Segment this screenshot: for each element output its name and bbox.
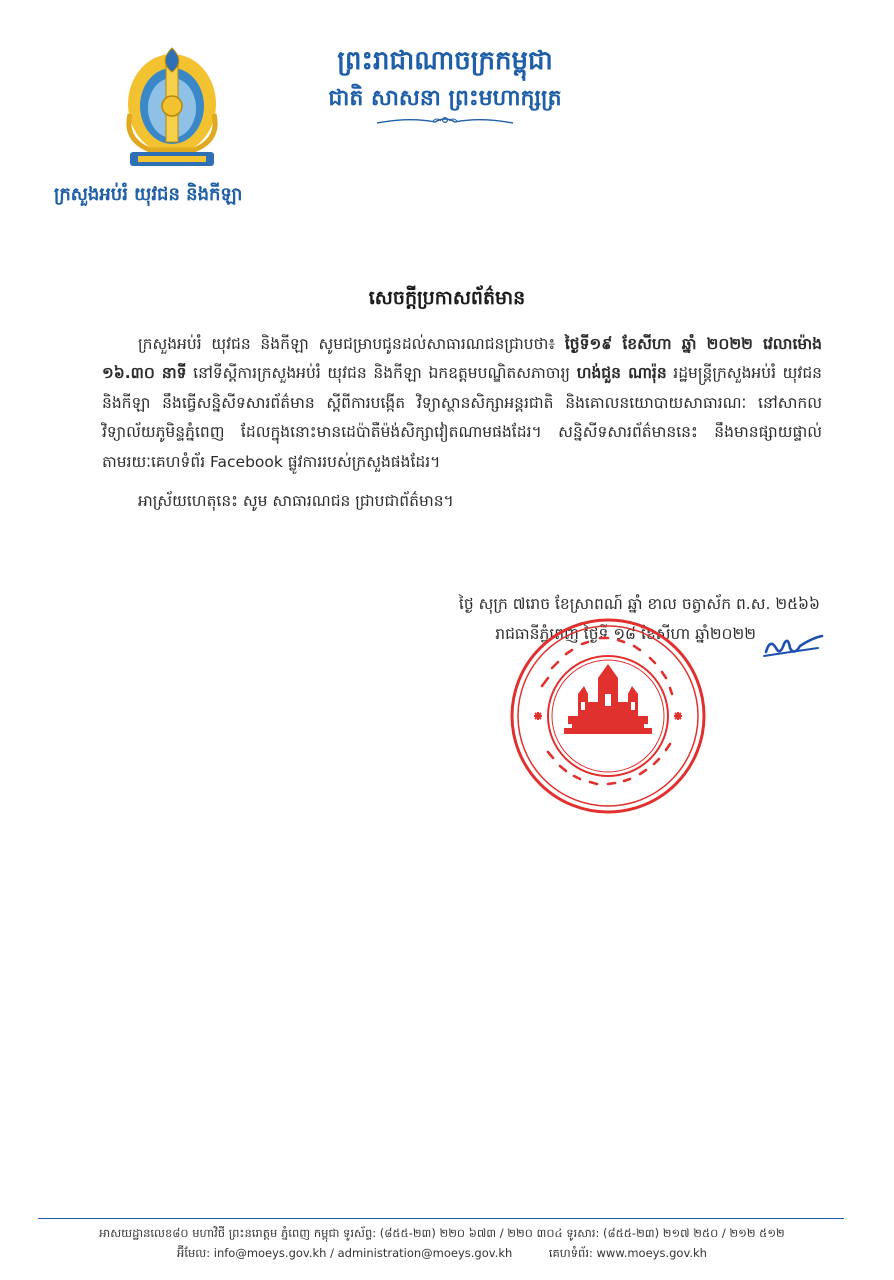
solar-date: រាជធានីភ្នំពេញ ថ្ងៃទី ១៨ ខែសីហា ឆ្នាំ២០២២ — [495, 625, 756, 643]
website-link[interactable]: www.moeys.gov.kh — [596, 1246, 707, 1260]
document-title: សេចក្តីប្រកាសព័ត៌មាន — [368, 287, 526, 309]
minister-name: ហង់ជួន ណារ៉ុន — [576, 364, 667, 383]
footer-address: អាសយដ្ឋានលេខ៨០ មហាវិថី ព្រះនរោត្តម ភ្នំពេញ កម្ពុជា ទូរស័ព្ទ: (៨៥៥-២៣) ២២០ ៦៧៣ / ២២០ ៣០៤ ទូរសារ: (៨៥៥-២៣) ២១៧ ២៥០ / ២១២ ៥១២ — [99, 1226, 785, 1240]
paragraph-text: នៅទីស្តីការក្រសួងអប់រំ យុវជន និងកីឡា ឯកឧត្តមបណ្ឌិតសភាចារ្យ — [186, 364, 577, 383]
lunar-date: ថ្ងៃ សុក្រ ៧រោច ខែស្រាពណ៍ ឆ្នាំ ខាល ចត្វាស័ក ព.ស. ២៥៦៦ — [458, 595, 820, 613]
paragraph-announcement — [102, 330, 822, 477]
email-addresses: info@moeys.gov.kh / administration@moeys.gov.kh — [213, 1246, 513, 1260]
email-label: អ៊ីមែល: — [177, 1246, 211, 1260]
footer-divider — [38, 1218, 844, 1219]
event-datetime: ថ្ងៃទី១៩ ខែសីហា ឆ្នាំ ២០២២ វេលាម៉ោង ១៦.៣០ នាទី — [102, 335, 822, 383]
ministry-emblem-icon — [120, 44, 224, 172]
document-body — [102, 330, 822, 516]
paragraph-text: ក្រសួងអប់រំ យុវជន និងកីឡា សូមជម្រាបជូនដល់សាធារណជនជ្រាបថា៖ — [138, 335, 565, 353]
ornament-divider-icon — [375, 114, 515, 128]
paragraph-text: រដ្ឋមន្ត្រីក្រសួងអប់រំ យុវជន និងកីឡា នឹងធ្វើសន្និសីទសារព័ត៌មាន ស្តីពីការបង្កើត វិទ្យាស្ថានសិក្សាអន្តរជាតិ និងគោលនយោបាយសាធារណៈ នៅសាកលវិទ្យាល័យភូមិន្ទភ្នំពេញ ដែលក្នុងនោះមានដេប៉ាតឺម៉ង់សិក្សាវៀតណាមផងដែរ។ សន្និសីទសារព័ត៌មាននេះ នឹងមានផ្សាយផ្ទាល់តាមរយៈគេហទំព័រ Facebook ផ្លូវការរបស់ក្រសួងផងដែរ។ — [102, 364, 822, 471]
ministry-name: ក្រសួងអប់រំ យុវជន និងកីឡា — [54, 184, 243, 205]
kingdom-title: ព្រះរាជាណាចក្រកម្ពុជា — [337, 46, 553, 76]
signature-icon — [760, 626, 826, 662]
ministry-seal-icon — [508, 616, 708, 816]
website-label: គេហទំព័រ: — [548, 1246, 593, 1260]
paragraph-closing: អាស្រ័យហេតុនេះ សូម សាធារណជន ជ្រាបជាព័ត៌មាន។ — [138, 492, 454, 511]
footer-contacts — [40, 1246, 844, 1263]
kingdom-motto: ជាតិ សាសនា ព្រះមហាក្សត្រ — [328, 85, 562, 111]
